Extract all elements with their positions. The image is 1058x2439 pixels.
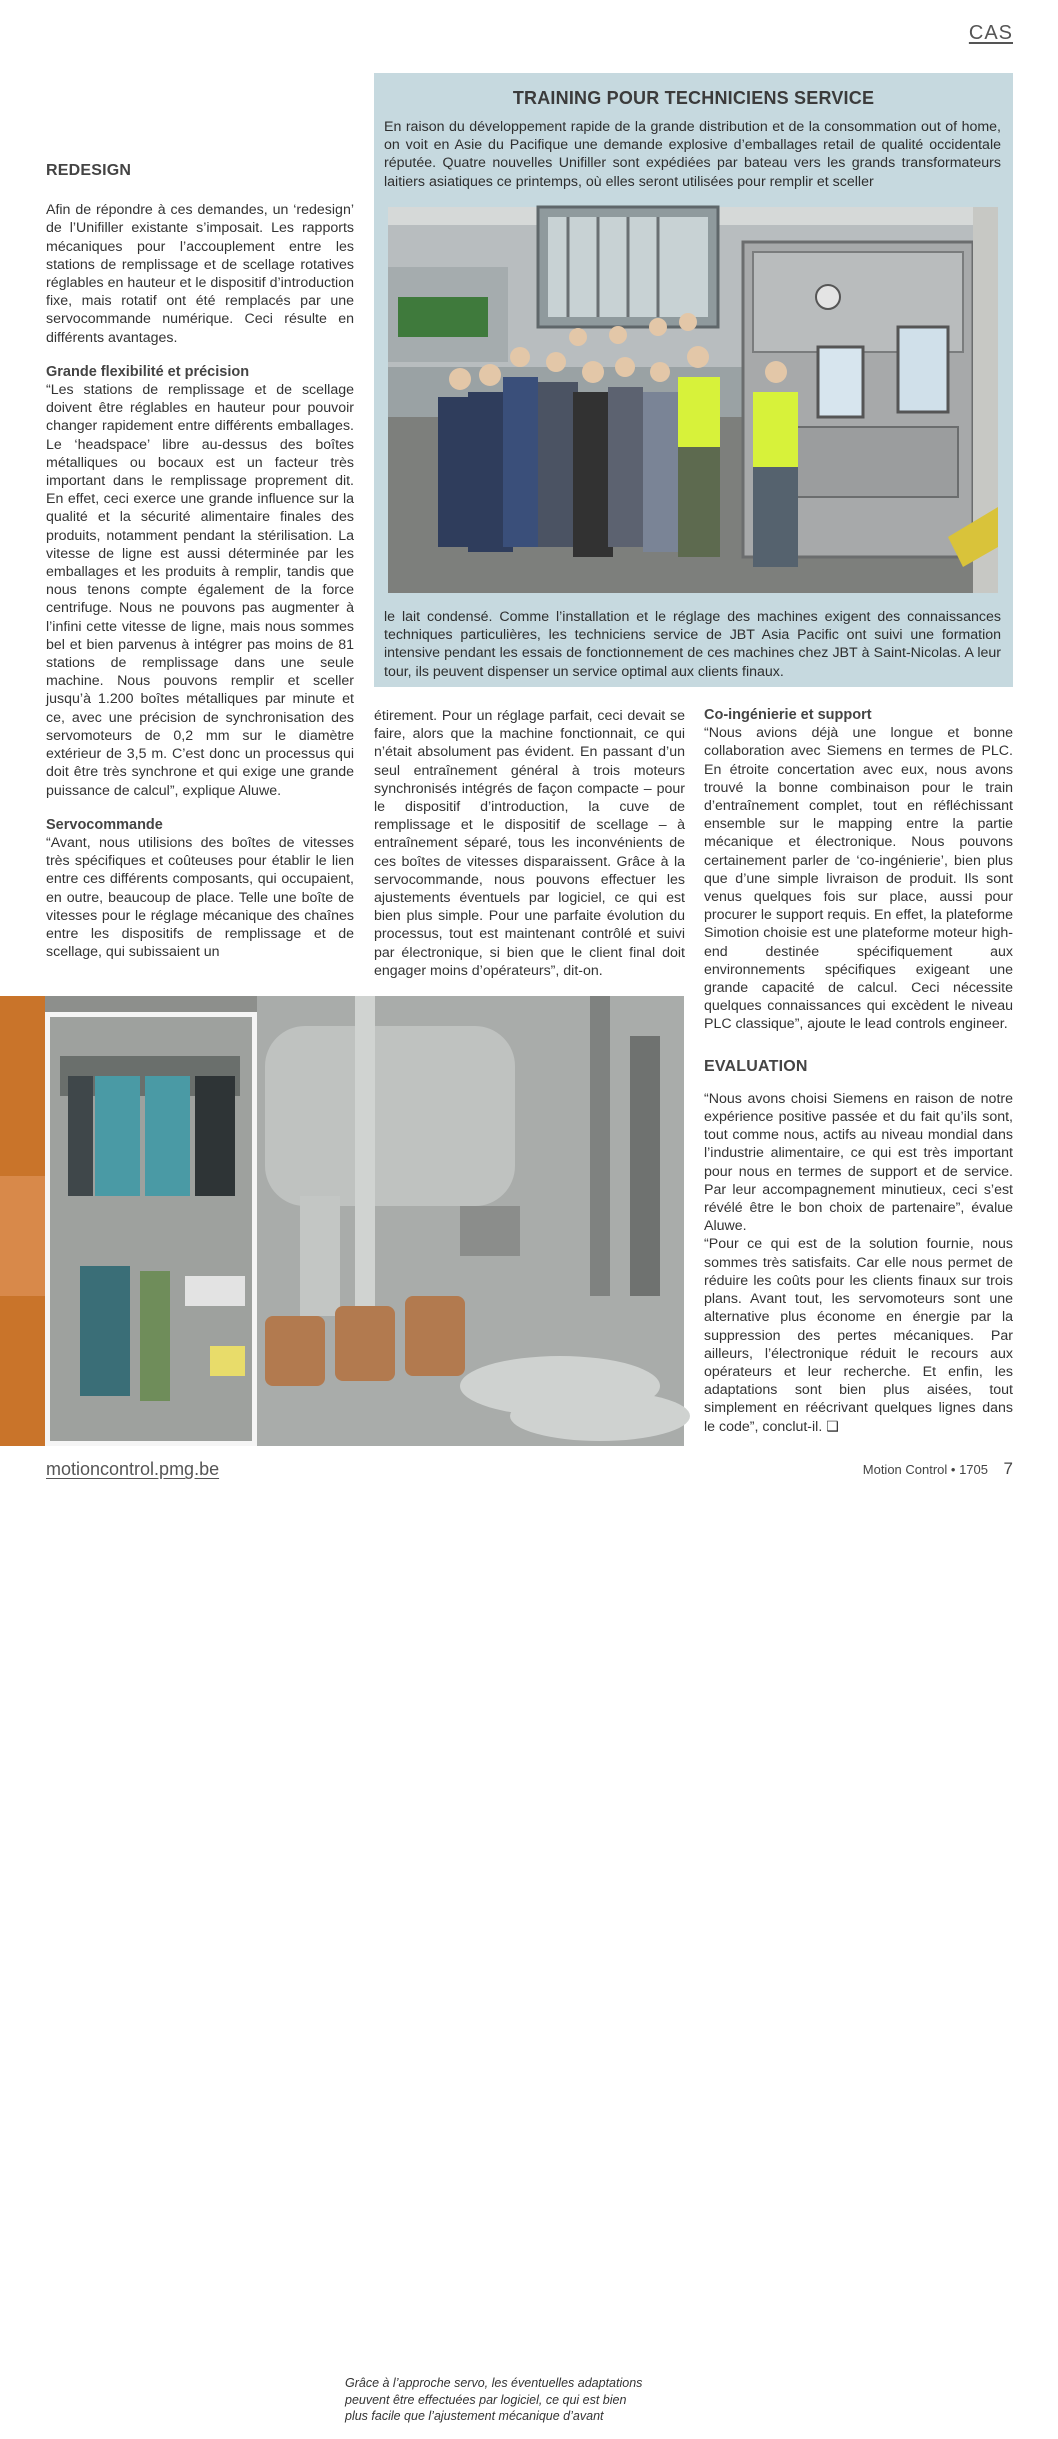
sidebar-title: TRAINING POUR TECHNICIENS SERVICE bbox=[512, 88, 875, 108]
paragraph-flexibilite: “Les stations de remplissage et de scellage doivent être réglables en hauteur pour pouvoir changer rapidement entre différents emballages. Le ‘headspace’ libre au-dessus des boîtes métalliques ou bocaux est un facteur très important dans le remplissage proprement dit. En effet, ceci exerce une grande influence sur la qualité et la sécurité alimentaire finales des produits, notamment pendant la stérilisation. La vitesse de ligne est aussi déterminée par les emballages et les produits à remplir, tandis que nous tenons compte également de la force centrifuge. Nous ne pouvons pas augmenter à l’infini cette vitesse de ligne, mais nous sommes bel et bien parvenus à intégrer pas moins de 81 stations de remplissage dans une seule machine. Nous pouvons remplir et sceller jusqu’à 1.200 boîtes métalliques par minute et ce, avec une précision de synchronisation des servomoteurs de 0,2 mm sur le diamètre extérieur de 3,5 m. C’est donc un processus qui doit être très synchrone et qui exige une grande puissance de calcul”, explique Aluwe. bbox=[46, 382, 354, 799]
sidebar-text-bottom: le lait condensé. Comme l’installation et le réglage des machines exigent des connaissances techniques particulières, les techniciens service de JBT Asia Pacific ont suivi une formation intensive pendant les essais de fonctionnement de ces machines chez JBT à Saint-Nicolas. A leur tour, ils peuvent dispenser un service optimal aux clients finaux. bbox=[384, 609, 1001, 680]
team-photo-image bbox=[388, 207, 998, 593]
paragraph-etirement: étirement. Pour un réglage parfait, ceci devait se faire, alors que la machine fonctionnait, ce qui n’était absolument pas évident. En passant d’un seul entraînement général à trois moteurs synchronisés intégrés de façon compacte – pour le dispositif d’introduction, la cuve de remplissage et le dispositif de scellage – à entraînement séparé, tous les inconvénients de ces boîtes de vitesses disparaissent. Grâce à la servocommande, nous pouvons effectuer les ajustements éventuels par logiciel, ce qui est bien plus simple. Pour une parfaite évolution du processus, tout est maintenant contrôlé et suivi par électronique, si bien que le client final doit engager moins d’opérateurs”, dit-on. bbox=[374, 708, 685, 979]
column-1 bbox=[46, 162, 354, 961]
sidebar-box bbox=[374, 73, 1013, 687]
heading-servocommande: Servocommande bbox=[46, 816, 163, 833]
footer-url-link[interactable]: motioncontrol.pmg.be bbox=[46, 1459, 220, 1479]
paragraph-evaluation-2: “Pour ce qui est de la solution fournie, nous sommes très satisfaits. Car elle nous permet de réduire les coûts pour les clients finaux sur trois plans. Avant tout, les servomoteurs sont une alternative plus économe en énergie par la suppression des pertes mécaniques. Par ailleurs, l’électronique réduit le recours aux opérateurs et leur recherche. Et enfin, les adaptations sont bien plus aisées, tout simplement en réécrivant quelques lignes dans le code”, conclut-il. ❑ bbox=[704, 1236, 1013, 1435]
heading-redesign: REDESIGN bbox=[46, 162, 132, 179]
heading-evaluation: EVALUATION bbox=[704, 1057, 808, 1075]
sidebar-text-top: En raison du développement rapide de la grande distribution et de la consommation out of home, on voit en Asie du Pacifique une demande explosive d’emballages retail de qualité occidentale réputée. Quatre nouvelles Unifiller sont expédiées par bateau vers les grands transformateurs laitiers asiatiques ce printemps, où elles seront utilisées pour remplir et sceller bbox=[384, 119, 1001, 190]
heading-co-ingenierie: Co-ingénierie et support bbox=[704, 707, 872, 723]
footer-magazine: Motion Control • 1705 bbox=[862, 1462, 988, 1477]
section-tag: CAS bbox=[968, 22, 1013, 44]
paragraph-servocommande: “Avant, nous utilisions des boîtes de vitesses très spécifiques et coûteuses pour établir le lien entre ces différents composants, qui occupaient, en outre, beaucoup de place. Telle une boîte de vitesses pour le réglage mécanique des chaînes entre les dispositifs de remplissage et de scellage, qui subissaient un bbox=[46, 834, 354, 961]
column-2 bbox=[374, 707, 685, 980]
paragraph-co-ingenierie: “Nous avions déjà une longue et bonne collaboration avec Siemens en termes de PLC. En étroite concertation avec eux, nous avons trouvé la bonne combinaison pour le train d’entraînement complet, tout en réfléchissant ensemble sur le mapping entre la partie mécanique et électronique. Nous pouvons certainement parler de ‘co-ingénierie’, bien plus que d’une simple livraison de produit. Ils sont venus quelques fois sur place, aussi pour procurer le support requis. En effet, la plateforme Simotion choisie est une plateforme moteur high-end destinée spécifiquement aux environnements spécifiques exigeant une grande capacité de calcul. Ceci nécessite quelques connaissances qui excèdent le niveau PLC classique”, ajoute le lead controls engineer. bbox=[704, 725, 1013, 1033]
heading-flexibilite: Grande flexibilité et précision bbox=[46, 363, 250, 380]
column-3 bbox=[704, 706, 1013, 1436]
paragraph-redesign: Afin de répondre à ces demandes, un ‘redesign’ de l’Unifiller existante s’imposait. Les rapports mécaniques pour l’accouplement entre les stations de remplissage et de scellage rotatives réglables en hauteur et le dispositif d’introduction fixe, mais rotatif ont été remplacés par une servocommande numérique. Ceci résulte en différents avantages. bbox=[46, 202, 354, 346]
team-photo bbox=[388, 207, 998, 593]
photo-caption: Grâce à l’approche servo, les éventuelles adaptations peuvent être effectuées par logiciel, ce qui est bien plus facile que l’ajustement mécanique d’avant bbox=[337, 2371, 657, 2439]
page-number: 7 bbox=[1003, 1459, 1013, 1478]
machine-photo-image bbox=[0, 996, 684, 1446]
paragraph-evaluation-1: “Nous avons choisi Siemens en raison de notre expérience positive passée et du fait qu’ils sont, tout comme nous, actifs au niveau mondial dans l’industrie alimentaire, ce qui est très important pour nous en termes de support et de service. Par leur accompagnement minutieux, ceci s’est révélé être le bon choix de partenaire”, évalue Aluwe. bbox=[704, 1090, 1013, 1235]
